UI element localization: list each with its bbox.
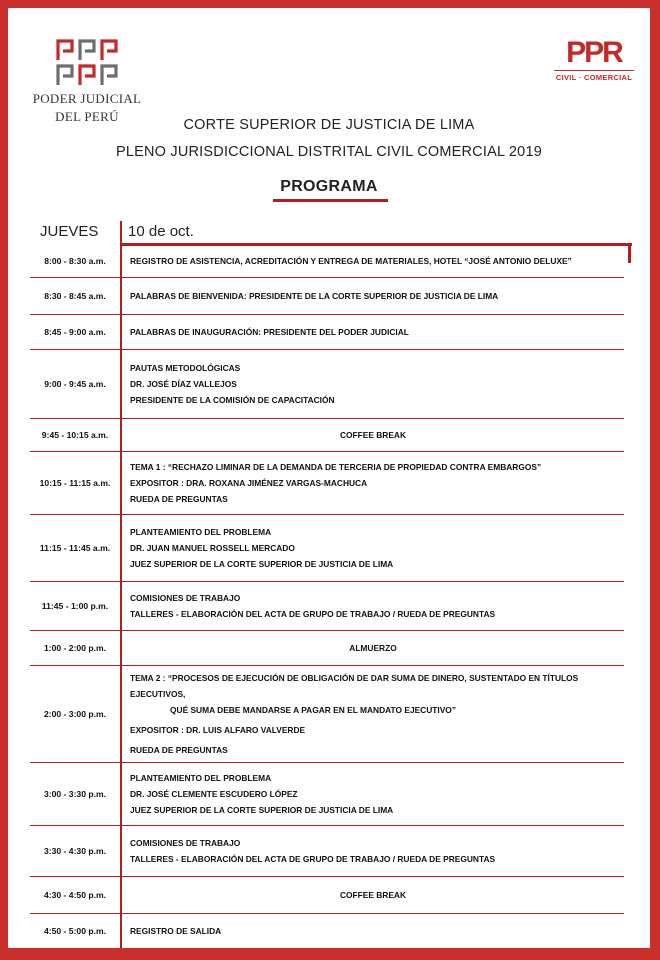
schedule-row bbox=[30, 278, 624, 315]
schedule-description bbox=[122, 763, 624, 825]
schedule-description bbox=[122, 350, 624, 418]
day-label: JUEVES bbox=[40, 223, 99, 240]
schedule-description bbox=[122, 515, 624, 581]
schedule-time: 3:30 - 4:30 p.m. bbox=[30, 826, 122, 876]
schedule-row bbox=[30, 826, 624, 877]
schedule-line: PRESIDENTE DE LA COMISIÓN DE CAPACITACIÓN bbox=[130, 395, 335, 405]
poder-judicial-emblem-icon bbox=[55, 38, 119, 88]
schedule-time: 1:00 - 2:00 p.m. bbox=[30, 631, 122, 665]
schedule-description bbox=[122, 582, 624, 630]
schedule-time: 11:15 - 11:45 a.m. bbox=[30, 515, 122, 581]
schedule-line: TALLERES - ELABORACIÓN DEL ACTA DE GRUPO DE TRABAJO / RUEDA DE PREGUNTAS bbox=[130, 609, 496, 619]
schedule-line: PLANTEAMIENTO DEL PROBLEMA bbox=[130, 527, 272, 537]
schedule-line: DR. JOSÉ DÍAZ VALLEJOS bbox=[130, 379, 237, 389]
poder-judicial-name-line2: DEL PERÚ bbox=[55, 109, 119, 124]
schedule-line: PAUTAS METODOLÓGICAS bbox=[130, 363, 241, 373]
schedule-line: RUEDA DE PREGUNTAS bbox=[130, 745, 228, 755]
schedule-line: ALMUERZO bbox=[349, 643, 397, 653]
schedule-time: 8:00 - 8:30 a.m. bbox=[30, 245, 122, 277]
schedule-description bbox=[122, 278, 624, 314]
schedule-line: COFFEE BREAK bbox=[339, 430, 407, 440]
schedule-table bbox=[30, 245, 624, 948]
schedule-description bbox=[122, 826, 624, 876]
schedule-time: 9:00 - 9:45 a.m. bbox=[30, 350, 122, 418]
program-heading: PROGRAMA bbox=[280, 178, 378, 195]
schedule-time: 8:30 - 8:45 a.m. bbox=[30, 278, 122, 314]
schedule-row bbox=[30, 582, 624, 631]
schedule-line: RUEDA DE PREGUNTAS bbox=[130, 494, 228, 504]
schedule-row bbox=[30, 452, 624, 515]
schedule-time: 9:45 - 10:15 a.m. bbox=[30, 419, 122, 451]
schedule-row bbox=[30, 631, 624, 666]
schedule-row bbox=[30, 914, 624, 948]
ppr-logo-word: PPR bbox=[566, 36, 622, 69]
schedule-description bbox=[122, 666, 624, 762]
schedule-line: DR. JUAN MANUEL ROSSELL MERCADO bbox=[130, 543, 295, 553]
schedule-line: JUEZ SUPERIOR DE LA CORTE SUPERIOR DE JUSTICIA DE LIMA bbox=[130, 559, 394, 569]
program-heading-underline bbox=[273, 199, 388, 202]
ppr-logo bbox=[554, 38, 634, 82]
schedule-row bbox=[30, 515, 624, 582]
schedule-line: REGISTRO DE SALIDA bbox=[130, 926, 222, 936]
schedule-line: PLANTEAMIENTO DEL PROBLEMA bbox=[130, 773, 272, 783]
schedule-row bbox=[30, 350, 624, 419]
schedule-line: EXPOSITOR : DR. LUIS ALFARO VALVERDE bbox=[130, 725, 306, 735]
schedule-description bbox=[122, 631, 624, 665]
poder-judicial-logo bbox=[32, 38, 142, 124]
schedule-line: EXPOSITOR : DRA. ROXANA JIMÉNEZ VARGAS-MACHUCA bbox=[130, 478, 368, 488]
schedule-row bbox=[30, 419, 624, 452]
day-divider bbox=[120, 221, 122, 245]
schedule-line: COMISIONES DE TRABAJO bbox=[130, 593, 241, 603]
poder-judicial-name-line1: PODER JUDICIAL bbox=[32, 91, 142, 106]
schedule-row bbox=[30, 666, 624, 763]
court-title: CORTE SUPERIOR DE JUSTICIA DE LIMA bbox=[183, 117, 475, 133]
schedule-description bbox=[122, 452, 624, 514]
schedule-line: JUEZ SUPERIOR DE LA CORTE SUPERIOR DE JUSTICIA DE LIMA bbox=[130, 805, 394, 815]
schedule-time: 2:00 - 3:00 p.m. bbox=[30, 666, 122, 762]
schedule-time: 10:15 - 11:15 a.m. bbox=[30, 452, 122, 514]
schedule-description bbox=[122, 914, 624, 948]
schedule-line: COFFEE BREAK bbox=[339, 890, 407, 900]
schedule-row bbox=[30, 763, 624, 826]
schedule-time: 11:45 - 1:00 p.m. bbox=[30, 582, 122, 630]
ppr-logo-subtitle: CIVIL · COMERCIAL bbox=[554, 70, 634, 82]
schedule-time: 4:30 - 4:50 p.m. bbox=[30, 877, 122, 913]
schedule-line: COMISIONES DE TRABAJO bbox=[130, 838, 241, 848]
day-underline-hook bbox=[628, 243, 631, 263]
schedule-line: TEMA 2 : “PROCESOS DE EJECUCIÓN DE OBLIGACIÓN DE DAR SUMA DE DINERO, SUSTENTADO EN TÍTULOS EJECUTIVOS, bbox=[130, 673, 579, 699]
schedule-description bbox=[122, 877, 624, 913]
schedule-line: PALABRAS DE BIENVENIDA: PRESIDENTE DE LA CORTE SUPERIOR DE JUSTICIA DE LIMA bbox=[130, 291, 499, 301]
schedule-line: REGISTRO DE ASISTENCIA, ACREDITACIÓN Y ENTREGA DE MATERIALES, HOTEL “JOSÉ ANTONIO DELUXE” bbox=[130, 256, 572, 266]
schedule-line: QUÉ SUMA DEBE MANDARSE A PAGAR EN EL MANDATO EJECUTIVO” bbox=[170, 705, 457, 715]
schedule-line: DR. JOSÉ CLEMENTE ESCUDERO LÓPEZ bbox=[130, 789, 298, 799]
schedule-row bbox=[30, 877, 624, 914]
schedule-description bbox=[122, 315, 624, 349]
schedule-description bbox=[122, 419, 624, 451]
schedule-line: TALLERES - ELABORACIÓN DEL ACTA DE GRUPO DE TRABAJO / RUEDA DE PREGUNTAS bbox=[130, 854, 496, 864]
schedule-time: 4:50 - 5:00 p.m. bbox=[30, 914, 122, 948]
schedule-line: TEMA 1 : “RECHAZO LIMINAR DE LA DEMANDA DE TERCERIA DE PROPIEDAD CONTRA EMBARGOS” bbox=[130, 462, 542, 472]
schedule-row bbox=[30, 315, 624, 350]
day-date: 10 de oct. bbox=[128, 223, 194, 240]
program-sheet bbox=[8, 8, 650, 948]
schedule-description bbox=[122, 245, 624, 277]
event-title: PLENO JURISDICCIONAL DISTRITAL CIVIL COMERCIAL 2019 bbox=[116, 144, 542, 160]
day-header bbox=[30, 221, 630, 245]
schedule-time: 3:00 - 3:30 p.m. bbox=[30, 763, 122, 825]
schedule-line: PALABRAS DE INAUGURACIÓN: PRESIDENTE DEL PODER JUDICIAL bbox=[130, 327, 409, 337]
schedule-row bbox=[30, 245, 624, 278]
schedule-time: 8:45 - 9:00 a.m. bbox=[30, 315, 122, 349]
